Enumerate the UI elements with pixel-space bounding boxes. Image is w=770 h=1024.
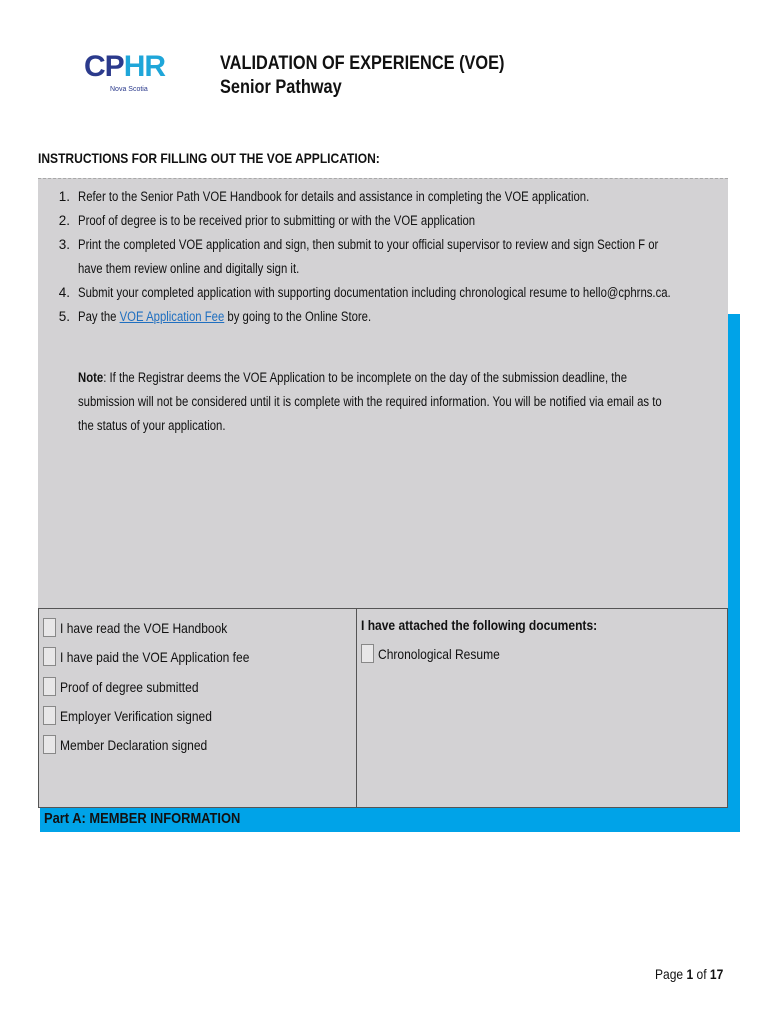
attachments-heading: I have attached the following documents: (361, 617, 598, 633)
checklist-item: I have paid the VOE Application fee (43, 647, 280, 666)
instruction-item: 1. Refer to the Senior Path VOE Handbook for details and assistance in completing the VOE application. (58, 189, 590, 204)
instruction-item: 5. Pay the VOE Application Fee by going to the Online Store. (58, 309, 372, 324)
checklist-panel (38, 608, 728, 808)
read-handbook-checkbox[interactable] (43, 618, 56, 637)
logo-cp: CP (84, 50, 124, 83)
voe-application-fee-link[interactable]: VOE Application Fee (119, 309, 225, 324)
instructions-heading: INSTRUCTIONS FOR FILLING OUT THE VOE APPLICATION: (38, 150, 380, 166)
instruction-item: 3. Print the completed VOE application and sign, then submit to your official supervisor to review and sign Section F or have them review online and digitally sign it. (58, 237, 659, 276)
chronological-resume-checkbox[interactable] (361, 644, 374, 663)
document-title (220, 52, 504, 100)
instruction-item: 4. Submit your completed application with supporting documentation including chronological resume to hello@cphrns.ca. (58, 285, 671, 300)
logo-hr: HR (123, 50, 166, 83)
title-line-2: Senior Pathway (220, 77, 342, 98)
paid-fee-checkbox[interactable] (43, 647, 56, 666)
instructions-list (50, 185, 720, 329)
checklist-item: Proof of degree submitted (43, 677, 221, 696)
cphr-logo (84, 52, 164, 93)
checklist-divider (356, 609, 357, 807)
checklist-item: Employer Verification signed (43, 706, 237, 725)
title-line-1: VALIDATION OF EXPERIENCE (VOE) (220, 53, 505, 74)
instruction-item: 2. Proof of degree is to be received prior to submitting or with the VOE application (58, 213, 476, 228)
checklist-item: Member Declaration signed (43, 735, 231, 754)
attachment-item: Chronological Resume (361, 644, 520, 663)
page-number: Page 1 of 17 (655, 966, 724, 982)
employer-verification-checkbox[interactable] (43, 706, 56, 725)
note-label: Note (78, 370, 104, 385)
note-paragraph: Note: If the Registrar deems the VOE Application to be incomplete on the day of the submission deadline, the submission will not be considered until it is complete with the required information. You will be notified via email as to the status of your application. (78, 370, 662, 433)
proof-degree-checkbox[interactable] (43, 677, 56, 696)
checklist-item: I have read the VOE Handbook (43, 618, 255, 637)
member-declaration-checkbox[interactable] (43, 735, 56, 754)
part-a-heading: Part A: MEMBER INFORMATION (44, 810, 241, 827)
logo-subtitle: Nova Scotia (110, 86, 148, 93)
